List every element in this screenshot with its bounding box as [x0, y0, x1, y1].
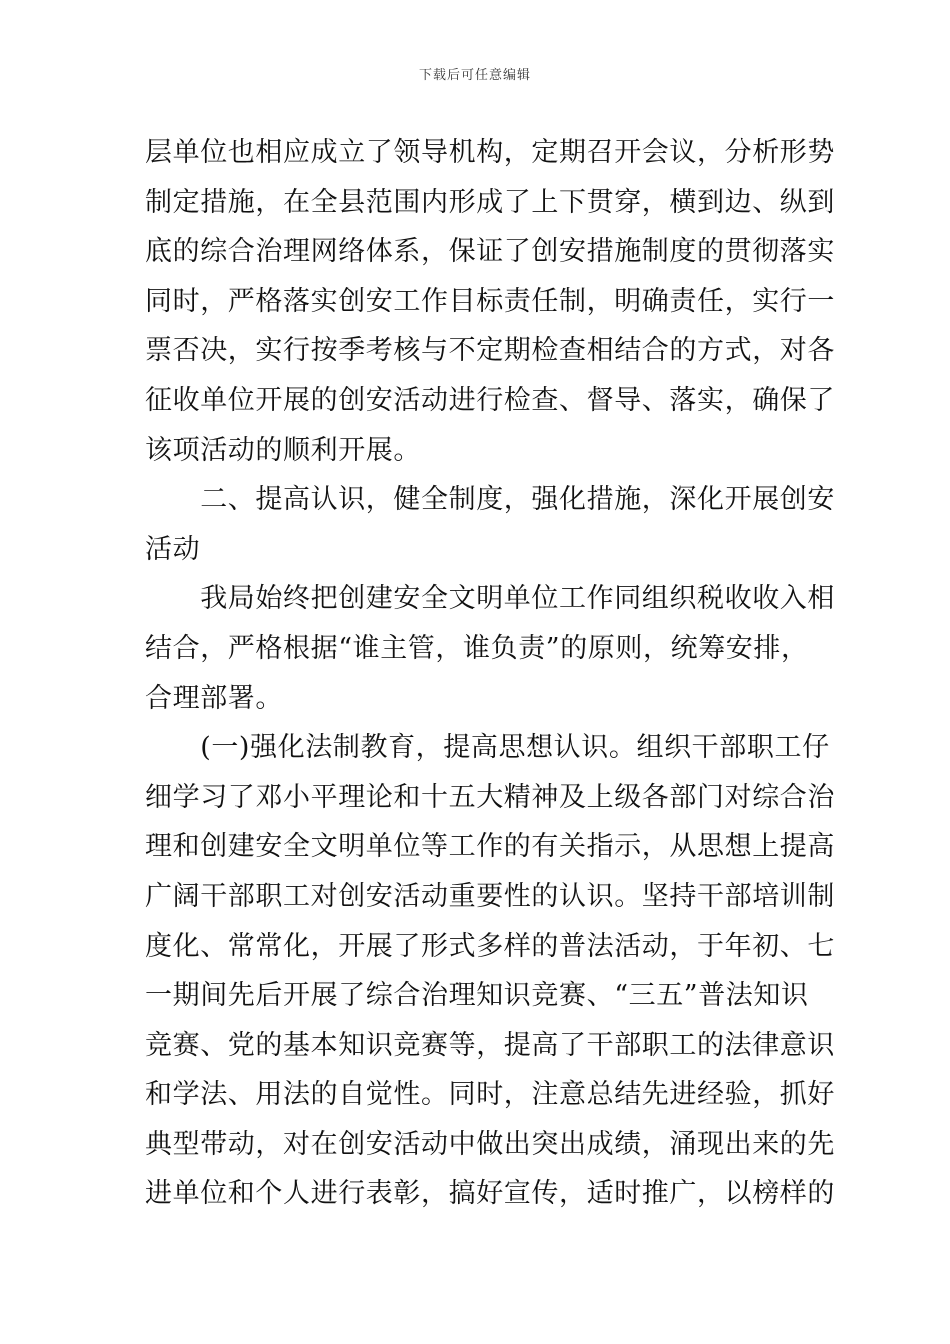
text-line: 我局始终把创建安全文明单位工作同组织税收收入相 — [145, 583, 835, 615]
text-line: 底的综合治理网络体系，保证了创安措施制度的贯彻落实 — [145, 236, 835, 268]
text-line: 一期间先后开展了综合治理知识竞赛、“三五”普法知识 — [145, 980, 809, 1012]
text-line: 该项活动的顺利开展。 — [145, 434, 421, 466]
text-line: 票否决，实行按季考核与不定期检查相结合的方式，对各 — [145, 335, 835, 367]
text-line: 度化、常常化，开展了形式多样的普法活动，于年初、七 — [145, 930, 835, 962]
text-line: 层单位也相应成立了领导机构，定期召开会议，分析形势 — [145, 137, 835, 168]
section-heading-line: 二、提高认识，健全制度，强化措施，深化开展创安 — [145, 484, 835, 516]
text-line: 和学法、用法的自觉性。同时，注意总结先进经验，抓好 — [145, 1079, 835, 1111]
page-header: 下载后可任意编辑 — [418, 68, 531, 83]
text-line: 广阔干部职工对创安活动重要性的认识。坚持干部培训制 — [145, 880, 835, 912]
text-line: 典型带动，对在创安活动中做出突出成绩，涌现出来的先 — [145, 1128, 835, 1160]
document-body — [145, 128, 835, 1219]
text-line: 细学习了邓小平理论和十五大精神及上级各部门对综合治 — [145, 781, 835, 813]
text-line: 制定措施，在全县范围内形成了上下贯穿，横到边、纵到 — [145, 186, 835, 218]
text-line: 征收单位开展的创安活动进行检查、督导、落实，确保了 — [145, 384, 835, 416]
text-line: 同时，严格落实创安工作目标责任制，明确责任，实行一 — [145, 285, 835, 317]
text-line: 合理部署。 — [145, 682, 283, 714]
section-heading-line: 活动 — [145, 533, 201, 565]
text-line: 理和创建安全文明单位等工作的有关指示，从思想上提高 — [145, 831, 835, 863]
text-line: 进单位和个人进行表彰，搞好宣传，适时推广，以榜样的 — [145, 1178, 835, 1210]
text-line: 结合，严格根据“谁主管，谁负责”的原则，统筹安排， — [145, 632, 809, 664]
text-line: (一)强化法制教育，提高思想认识。组织干部职工仔 — [145, 732, 830, 764]
text-line: 竞赛、党的基本知识竞赛等，提高了干部职工的法律意识 — [145, 1029, 835, 1061]
